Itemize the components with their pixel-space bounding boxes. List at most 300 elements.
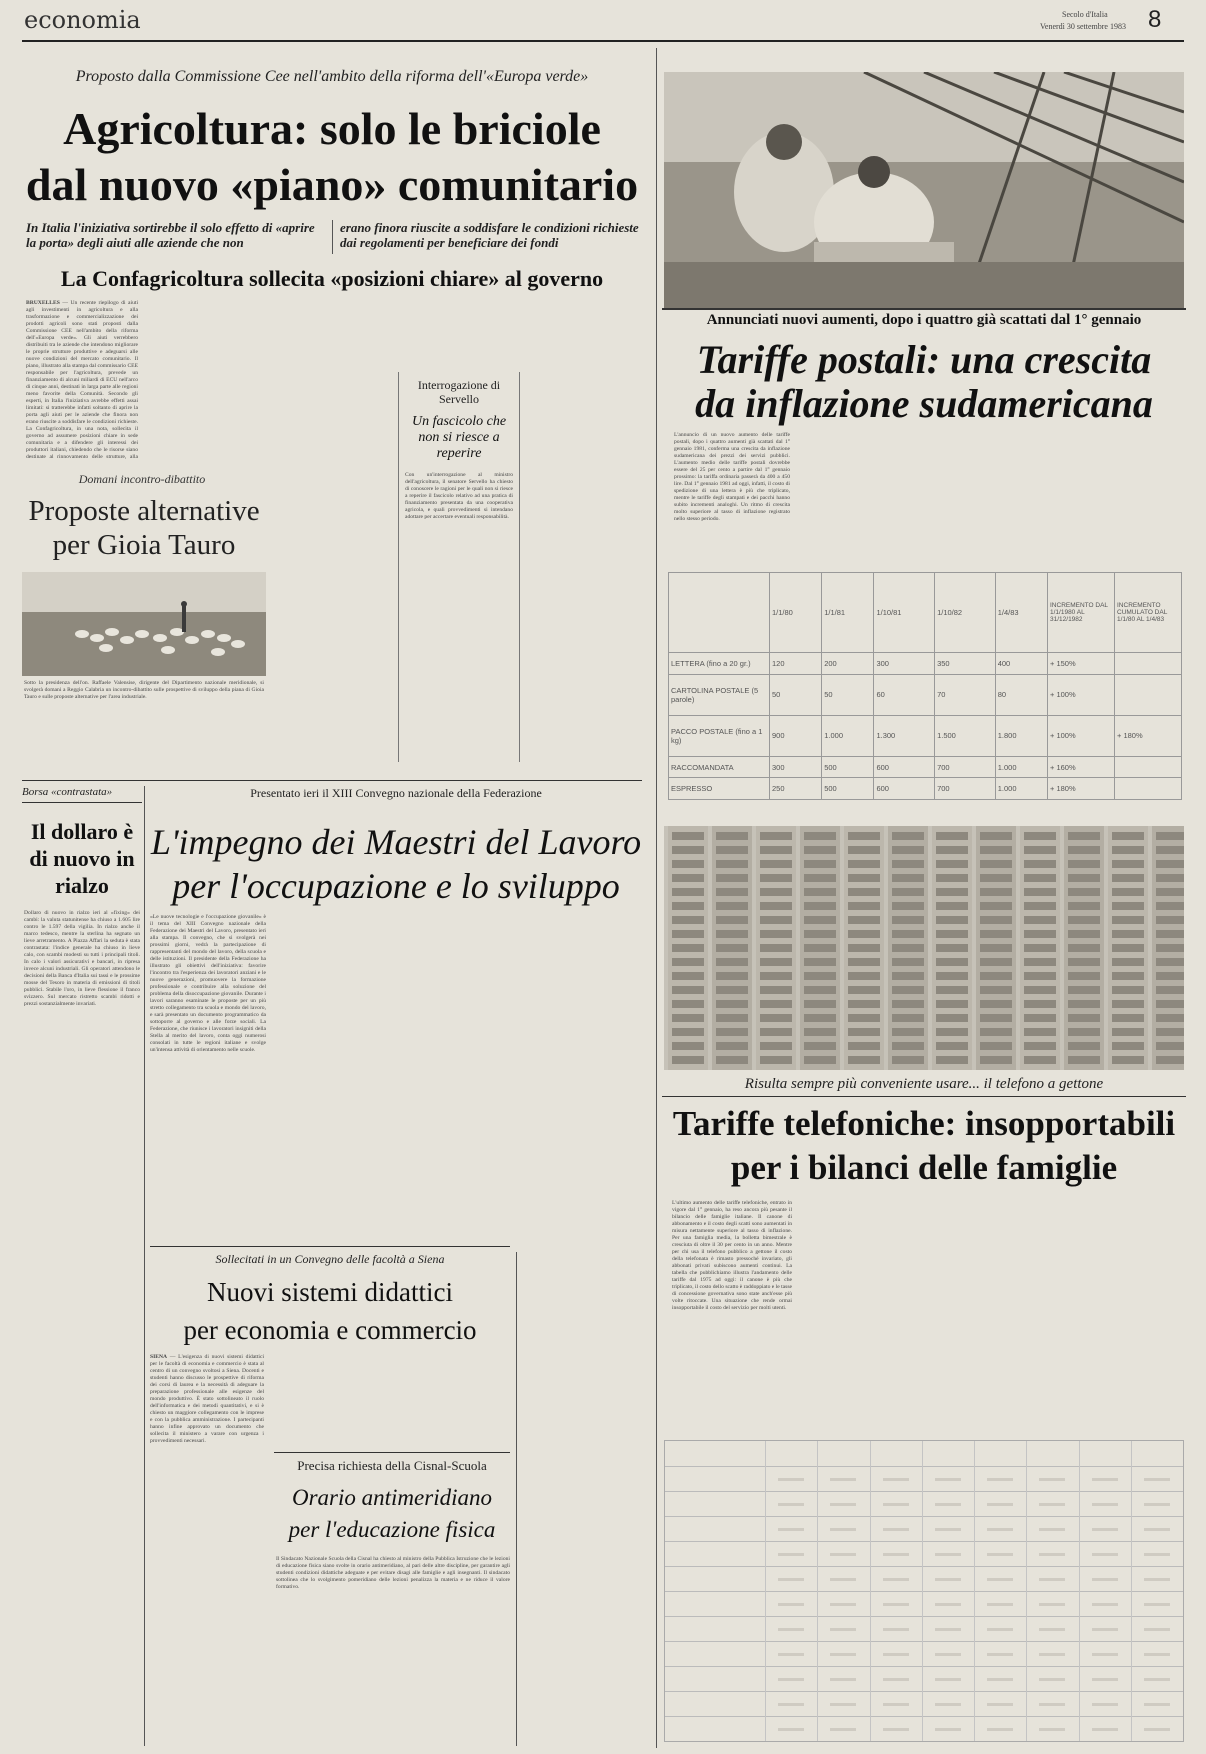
- agri-body-text: — Un recente riepilogo di aiuti agli investimenti in agricoltura e alla trasformazione e commercializzazione dei prodotti agricoli sono stati proposti dalla Commissione CEE nell'ambito della riforma dell'«Europa verde». Gli aiuti verrebbero distribuiti tra le aziende che intendono migliorare le proprie strutture produttive e adeguarsi alle nuove condizioni del mercato comunitario. Il piano, illustrato alla stampa dal commissario CEE responsabile per l'agricoltura, prevede un finanziamento di alcuni miliardi di ECU nell'arco di cinque anni, destinati in larga parte alle regioni meno favorite della Comunità. Secondo gli esperti, in Italia l'iniziativa avrebbe effetti assai limitati: si tratterebbe infatti soltanto di aprire la porta agli aiuti per le aziende che finora non erano riuscite a soddisfare le condizioni richieste. La Confagricoltura, in una nota, sollecita il governo ad assumere posizioni chiare in sede comunitaria e a difendere gli interessi dei produttori italiani, chiedendo che le risorse siano destinate al rinnovamento delle strutture, alla: [26, 300, 138, 460]
- rack-module: [980, 1014, 1012, 1022]
- postali-kicker: Annunciati nuovi aumenti, dopo i quattro già scattati dal 1° gennaio: [706, 312, 1142, 328]
- phone-table-cell-mark: [1144, 1603, 1170, 1606]
- rack-module: [1112, 1000, 1144, 1008]
- rack-module: [1156, 986, 1184, 994]
- phone-table-col-line: [1131, 1441, 1132, 1741]
- phone-table-cell-mark: [1144, 1503, 1170, 1506]
- rack-module: [1112, 930, 1144, 938]
- phone-table-cell-mark: [883, 1528, 909, 1531]
- phone-table-col-line: [817, 1441, 818, 1741]
- rack-module: [1112, 846, 1144, 854]
- postal-cell: 50: [822, 674, 874, 715]
- rack-module: [672, 1000, 704, 1008]
- page-number: 8: [1148, 6, 1162, 33]
- section-title: economia: [24, 6, 141, 34]
- postal-cell: 120: [770, 653, 822, 675]
- phone-table-cell-mark: [1144, 1728, 1170, 1731]
- rack-module: [1068, 958, 1100, 966]
- rack-module: [1156, 958, 1184, 966]
- rack-module: [848, 860, 880, 868]
- phone-table-col-line: [870, 1441, 871, 1741]
- didattici-top-rule: [150, 1246, 510, 1247]
- rack-module: [848, 832, 880, 840]
- rack-module: [804, 1014, 836, 1022]
- rack-module: [848, 874, 880, 882]
- rack-module: [1068, 860, 1100, 868]
- rack-module: [1024, 860, 1056, 868]
- phone-table-row-line: [665, 1516, 1183, 1517]
- phone-table-cell-mark: [1039, 1553, 1065, 1556]
- phone-table-cell-mark: [883, 1703, 909, 1706]
- agri-kicker: Proposto dalla Commissione Cee nell'ambito della riforma dell'«Europa verde»: [75, 68, 589, 85]
- phone-table-cell-mark: [1039, 1578, 1065, 1581]
- phone-table-cell-mark: [1092, 1678, 1118, 1681]
- rack-module: [760, 1042, 792, 1050]
- postal-cell: 70: [935, 674, 996, 715]
- telefono-caption: Risulta sempre più conveniente usare... il telefono a gettone: [744, 1076, 1104, 1092]
- rack-module: [760, 874, 792, 882]
- phone-table-cell-mark: [1144, 1478, 1170, 1481]
- rack-module: [716, 1056, 748, 1064]
- rack-module: [760, 902, 792, 910]
- interrogazione-title: Un fascicolo che non si riesce a reperire: [411, 414, 507, 461]
- rack-module: [936, 1056, 968, 1064]
- maestri-body-col5: [522, 1252, 642, 1746]
- postal-cell: + 100%: [1048, 674, 1115, 715]
- phone-table-cell-mark: [1144, 1553, 1170, 1556]
- phone-table-cell-mark: [883, 1628, 909, 1631]
- phone-table-cell-mark: [1144, 1528, 1170, 1531]
- postal-header-row: [669, 573, 1182, 653]
- telefono-headline-line1: Tariffe telefoniche: insopportabili: [672, 1104, 1176, 1143]
- borsa-kicker-rule: [22, 802, 142, 803]
- phone-table-cell-mark: [987, 1678, 1013, 1681]
- phone-table-cell-mark: [830, 1703, 856, 1706]
- rack-module: [1068, 902, 1100, 910]
- telefono-body-col3: [924, 1200, 1044, 1430]
- phone-table-cell-mark: [1039, 1603, 1065, 1606]
- phone-table-cell-mark: [987, 1528, 1013, 1531]
- post-office-sorting-image: [664, 72, 1184, 308]
- rack-module: [1024, 1056, 1056, 1064]
- phone-table-row-line: [665, 1591, 1183, 1592]
- telephone-rates-table: [664, 1440, 1184, 1742]
- rack-module: [848, 888, 880, 896]
- phone-table-cell-mark: [1092, 1728, 1118, 1731]
- postali-body-col2: [796, 432, 914, 560]
- rack-module: [1068, 944, 1100, 952]
- postal-cell: + 180%: [1048, 778, 1115, 800]
- phone-table-cell-mark: [1092, 1553, 1118, 1556]
- rack-module: [804, 1028, 836, 1036]
- rack-module: [1024, 888, 1056, 896]
- postal-header-cell: INCREMENTO CUMULATO DAL 1/1/80 AL 1/4/83: [1115, 573, 1182, 653]
- rack-module: [980, 1000, 1012, 1008]
- rack-module: [760, 944, 792, 952]
- phone-table-cell-mark: [830, 1503, 856, 1506]
- telefono-body-col4: [1050, 1200, 1180, 1430]
- rack-module: [1112, 874, 1144, 882]
- postal-cell: + 160%: [1048, 756, 1115, 778]
- rack-module: [672, 832, 704, 840]
- rack-module: [1156, 1056, 1184, 1064]
- rack-module: [848, 930, 880, 938]
- postali-headline-line1: Tariffe postali: una crescita: [696, 337, 1152, 382]
- rack-module: [716, 986, 748, 994]
- didattici-kicker: Sollecitati in un Convegno delle facoltà a Siena: [215, 1252, 445, 1266]
- rack-module: [892, 944, 924, 952]
- rack-module: [936, 916, 968, 924]
- maestri-headline-line1: L'impegno dei Maestri del Lavoro: [150, 822, 642, 862]
- rack-module: [672, 1056, 704, 1064]
- phone-table-cell-mark: [1039, 1703, 1065, 1706]
- phone-table-cell-mark: [778, 1578, 804, 1581]
- rack-module: [892, 930, 924, 938]
- postal-cell: + 100%: [1048, 715, 1115, 756]
- maestri-kicker: Presentato ieri il XIII Convegno nazionale della Federazione: [250, 786, 542, 800]
- cisnal-headline-line1: Orario antimeridiano: [292, 1485, 492, 1510]
- rack-module: [1156, 1028, 1184, 1036]
- rack-module: [804, 1056, 836, 1064]
- postal-cell: + 150%: [1048, 653, 1115, 675]
- postal-header-cell: INCREMENTO DAL 1/1/1980 AL 31/12/1982: [1048, 573, 1115, 653]
- telephone-exchange-photo: [664, 826, 1184, 1070]
- rack-module: [980, 1028, 1012, 1036]
- rack-module: [1112, 944, 1144, 952]
- rack-module: [1068, 832, 1100, 840]
- rack-module: [804, 888, 836, 896]
- phone-table-col-line: [765, 1441, 766, 1741]
- phone-table-cell-mark: [830, 1628, 856, 1631]
- rack-module: [1156, 1014, 1184, 1022]
- rack-module: [1156, 1042, 1184, 1050]
- phone-table-cell-mark: [987, 1653, 1013, 1656]
- phone-table-row-line: [665, 1641, 1183, 1642]
- rack-module: [980, 1042, 1012, 1050]
- phone-table-cell-mark: [1039, 1528, 1065, 1531]
- rack-module: [672, 860, 704, 868]
- interrogazione-body: Con un'interrogazione al ministro dell'agricoltura, il senatore Servello ha chiesto di conoscere le ragioni per le quali non si riesce a reperire il fascicolo relativo ad una pratica di finanziamento presentata da una cooperativa agricola, e quali provvedimenti si intendano adottare per accertare eventuali responsabilità.: [405, 472, 513, 520]
- rack-module: [936, 1042, 968, 1050]
- gioia-photo: [22, 572, 266, 676]
- rack-module: [716, 916, 748, 924]
- rack-module: [1024, 846, 1056, 854]
- agri-body-col2: [142, 300, 254, 460]
- rack-module: [848, 916, 880, 924]
- rack-module: [936, 1000, 968, 1008]
- rack-module: [1068, 972, 1100, 980]
- rack-module: [1068, 1056, 1100, 1064]
- postal-cell: 1.000: [995, 778, 1047, 800]
- rack-module: [1156, 1000, 1184, 1008]
- postal-header-cell: 1/4/83: [995, 573, 1047, 653]
- rack-module: [980, 846, 1012, 854]
- rack-module: [672, 888, 704, 896]
- rack-module: [936, 874, 968, 882]
- rack-module: [848, 1056, 880, 1064]
- maestri-body-col4: [524, 914, 642, 1244]
- rack-module: [892, 972, 924, 980]
- cisnal-kicker: Precisa richiesta della Cisnal-Scuola: [297, 1458, 487, 1473]
- maestri-body-col3: [400, 914, 518, 1244]
- phone-table-col-line: [922, 1441, 923, 1741]
- paper-name: Secolo d'Italia: [1062, 10, 1108, 19]
- rack-module: [760, 1056, 792, 1064]
- main-column-divider: [656, 48, 657, 1748]
- borsa-body: Dollaro di nuovo in rialzo ieri al «fixing» dei cambi: la valuta statunitense ha chiuso a 1.605 lire contro le 1.597 della vigilia. In rialzo anche il marco tedesco, mentre la sterlina ha segnato un lieve arretramento. A Piazza Affari la seduta è stata contrastata: l'indice generale ha chiuso in lieve calo, con scambi modesti su tutti i principali titoli. In calo i valori assicurativi e bancari, in ripresa invece alcuni industriali. Gli operatori attendono le decisioni della Banca d'Italia sui tassi e le prossime mosse del Tesoro in materia di emissioni di titoli pubblici. Stabile l'oro, in lieve flessione il franco svizzero. Sul mercato ristretto scambi ridotti e prezzi sostanzialmente invariati.: [24, 910, 140, 1007]
- phone-table-cell-mark: [935, 1528, 961, 1531]
- rack-module: [892, 1042, 924, 1050]
- postal-cell: [1115, 674, 1182, 715]
- rack-module: [804, 860, 836, 868]
- gioia-headline: Proposte alternative per Gioia Tauro: [28, 495, 260, 561]
- rack-module: [672, 958, 704, 966]
- rack-module: [848, 1042, 880, 1050]
- postal-rates-table: [668, 572, 1182, 800]
- borsa-kicker: Borsa «contrastata»: [22, 786, 113, 798]
- postal-rates-grid: [668, 572, 1182, 800]
- telefono-caption-rule: [662, 1096, 1186, 1097]
- rack-module: [848, 1014, 880, 1022]
- didattici-headline-line2: per economia e commercio: [183, 1315, 477, 1345]
- postal-cell: 600: [874, 778, 935, 800]
- agri-body-col1: [26, 300, 138, 460]
- phone-table-cell-mark: [883, 1503, 909, 1506]
- rack-module: [936, 930, 968, 938]
- gioia-kicker: Domani incontro-dibattito: [78, 472, 206, 486]
- rack-module: [892, 902, 924, 910]
- rack-module: [716, 1042, 748, 1050]
- phone-table-cell-mark: [883, 1678, 909, 1681]
- postali-body-col4: [1048, 432, 1178, 560]
- rack-module: [1112, 1056, 1144, 1064]
- phone-table-cell-mark: [830, 1528, 856, 1531]
- rack-module: [1156, 902, 1184, 910]
- rack-module: [848, 944, 880, 952]
- rack-module: [1024, 972, 1056, 980]
- rack-module: [892, 958, 924, 966]
- rack-module: [892, 888, 924, 896]
- didattici-body-col2: [272, 1354, 390, 1454]
- rack-module: [980, 902, 1012, 910]
- rack-module: [1024, 902, 1056, 910]
- postal-cell: 1.800: [995, 715, 1047, 756]
- rack-module: [892, 916, 924, 924]
- phone-table-cell-mark: [1039, 1503, 1065, 1506]
- agri-deck-left: In Italia l'iniziativa sortirebbe il solo effetto di «aprire la porta» degli aiuti alle aziende che non: [26, 220, 315, 250]
- rack-module: [892, 1000, 924, 1008]
- postal-cell: 300: [770, 756, 822, 778]
- rack-module: [716, 888, 748, 896]
- phone-table-cell-mark: [987, 1578, 1013, 1581]
- rack-module: [936, 860, 968, 868]
- rack-module: [1024, 958, 1056, 966]
- postali-headline-line2: da inflazione sudamericana: [695, 381, 1153, 426]
- postal-cell: 80: [995, 674, 1047, 715]
- postal-cell: 50: [770, 674, 822, 715]
- phone-table-cell-mark: [1039, 1628, 1065, 1631]
- borsa-headline: Il dollaro è di nuovo in rialzo: [29, 819, 135, 898]
- postal-cell: 300: [874, 653, 935, 675]
- gioia-caption: Sotto la presidenza dell'on. Raffaele Valensise, dirigente del Dipartimento nazionale meridionale, si svolgerà domani a Reggio Calabria un incontro-dibattito sulle prospettive di sviluppo della piana di Gioia Tauro e sulle proposte alternative per l'area industriale.: [24, 680, 264, 700]
- rack-module: [716, 832, 748, 840]
- postal-row-lettera: [669, 653, 1182, 675]
- rack-module: [1112, 916, 1144, 924]
- phone-table-cell-mark: [935, 1653, 961, 1656]
- rack-module: [1024, 986, 1056, 994]
- postal-row-raccomandata: [669, 756, 1182, 778]
- rack-module: [848, 902, 880, 910]
- postal-cell: [1115, 756, 1182, 778]
- agri-dateline: BRUXELLES: [26, 300, 60, 306]
- postal-row-pacco: [669, 715, 1182, 756]
- post-office-photo: [664, 72, 1184, 308]
- rack-module: [1156, 832, 1184, 840]
- cisnal-top-rule: [274, 1452, 510, 1453]
- phone-table-cell-mark: [1039, 1728, 1065, 1731]
- rack-module: [848, 1028, 880, 1036]
- phone-table-cell-mark: [883, 1578, 909, 1581]
- phone-table-cell-mark: [778, 1553, 804, 1556]
- rack-module: [1156, 888, 1184, 896]
- rack-module: [1112, 972, 1144, 980]
- rack-module: [1112, 902, 1144, 910]
- didattici-body-col3: [398, 1354, 510, 1454]
- postal-cell: + 180%: [1115, 715, 1182, 756]
- postal-cell: 700: [935, 778, 996, 800]
- agri-deck-divider: [332, 220, 333, 254]
- phone-table-cell-mark: [1039, 1678, 1065, 1681]
- postal-cell: [1115, 778, 1182, 800]
- didattici-headline-line1: Nuovi sistemi didattici: [207, 1277, 453, 1307]
- agri-body-col3: [268, 300, 388, 760]
- phone-table-col-line: [974, 1441, 975, 1741]
- rack-module: [1156, 860, 1184, 868]
- postal-cell: 400: [995, 653, 1047, 675]
- postal-header-cell: 1/1/81: [822, 573, 874, 653]
- rack-module: [804, 874, 836, 882]
- rack-module: [1112, 1042, 1144, 1050]
- phone-table-row-line: [665, 1716, 1183, 1717]
- postal-cell: 500: [822, 756, 874, 778]
- postal-row-espresso: [669, 778, 1182, 800]
- phone-table-cell-mark: [778, 1678, 804, 1681]
- phone-table-cell-mark: [883, 1603, 909, 1606]
- rack-module: [1112, 860, 1144, 868]
- rack-module: [716, 1000, 748, 1008]
- phone-table-cell-mark: [935, 1578, 961, 1581]
- phone-table-cell-mark: [883, 1653, 909, 1656]
- rack-module: [804, 846, 836, 854]
- rack-module: [980, 874, 1012, 882]
- postal-cell: 1.000: [822, 715, 874, 756]
- phone-table-cell-mark: [883, 1478, 909, 1481]
- didattici-body-text: — L'esigenza di nuovi sistemi didattici per le facoltà di economia e commercio è stata al centro di un convegno svoltosi a Siena. Docenti e studenti hanno discusso le prospettive di riforma dei corsi di laurea e la necessità di adeguare la preparazione professionale alle esigenze del mondo produttivo. È stato sottolineato il ruolo dell'informatica e dei metodi quantitativi, e si è chiesto un maggiore collegamento con le imprese e con la pubblica amministrazione. I partecipanti hanno infine approvato un documento che sollecita il ministero a varare con urgenza i provvedimenti necessari.: [150, 1354, 264, 1444]
- rack-module: [936, 888, 968, 896]
- phone-table-cell-mark: [883, 1728, 909, 1731]
- rack-module: [716, 902, 748, 910]
- phone-table-cell-mark: [778, 1628, 804, 1631]
- rack-module: [716, 846, 748, 854]
- phone-table-cell-mark: [987, 1553, 1013, 1556]
- rack-module: [716, 1028, 748, 1036]
- rack-module: [672, 1042, 704, 1050]
- phone-table-cell-mark: [935, 1503, 961, 1506]
- phone-table-cell-mark: [1039, 1653, 1065, 1656]
- rack-module: [1112, 1014, 1144, 1022]
- phone-table-row-line: [665, 1466, 1183, 1467]
- rack-module: [936, 986, 968, 994]
- postal-cell: 600: [874, 756, 935, 778]
- phone-table-cell-mark: [987, 1603, 1013, 1606]
- rack-module: [1068, 986, 1100, 994]
- rack-module: [1024, 944, 1056, 952]
- rack-module: [1156, 874, 1184, 882]
- rack-module: [804, 916, 836, 924]
- postal-cell: 250: [770, 778, 822, 800]
- agri-deck-right: erano finora riuscite a soddisfare le condizioni richieste dai regolamenti per beneficiare dei fondi: [340, 220, 639, 250]
- rack-module: [1156, 944, 1184, 952]
- phone-table-row-line: [665, 1566, 1183, 1567]
- agri-body-col4: [396, 300, 518, 378]
- masthead-rule: [22, 40, 1184, 42]
- rack-module: [672, 972, 704, 980]
- postal-cell: 500: [822, 778, 874, 800]
- rack-module: [760, 1014, 792, 1022]
- rack-module: [672, 986, 704, 994]
- agri-subhead: La Confagricoltura sollecita «posizioni chiare» al governo: [60, 266, 604, 291]
- rack-module: [760, 846, 792, 854]
- postal-row-label: PACCO POSTALE (fino a 1 kg): [669, 715, 770, 756]
- phone-table-cell-mark: [830, 1578, 856, 1581]
- agri-body-col5: [524, 300, 642, 760]
- postal-cell: 60: [874, 674, 935, 715]
- rack-module: [1156, 846, 1184, 854]
- postal-header-cell: 1/1/80: [770, 573, 822, 653]
- phone-table-cell-mark: [1144, 1653, 1170, 1656]
- post-photo-rule: [662, 308, 1186, 310]
- rack-module: [1068, 874, 1100, 882]
- phone-table-cell-mark: [935, 1703, 961, 1706]
- rack-module: [1112, 1028, 1144, 1036]
- rack-module: [980, 888, 1012, 896]
- phone-table-row-line: [665, 1616, 1183, 1617]
- rack-module: [804, 1042, 836, 1050]
- phone-table-cell-mark: [830, 1678, 856, 1681]
- rack-module: [760, 958, 792, 966]
- rack-module: [804, 902, 836, 910]
- rack-module: [716, 972, 748, 980]
- rack-module: [1024, 1042, 1056, 1050]
- rack-module: [936, 1014, 968, 1022]
- phone-table-col-line: [1079, 1441, 1080, 1741]
- phone-table-cell-mark: [1144, 1678, 1170, 1681]
- phone-table-cell-mark: [987, 1703, 1013, 1706]
- interrogazione-label: Interrogazione di Servello: [417, 378, 501, 406]
- phone-table-row-line: [665, 1666, 1183, 1667]
- postal-cell: 1.300: [874, 715, 935, 756]
- rack-module: [1068, 1014, 1100, 1022]
- rack-module: [804, 986, 836, 994]
- didattici-body-col1: [150, 1354, 264, 1744]
- cisnal-body: Il Sindacato Nazionale Scuola della Cisnal ha chiesto al ministro della Pubblica Istruzione che le lezioni di educazione fisica siano svolte in orario antimeridiano, al pari delle altre discipline, per garantire agli studenti condizioni didattiche adeguate e per evitare disagi alle famiglie e agli insegnanti. Il sindacato sottolinea che lo svolgimento pomeridiano delle lezioni penalizza la materia e ne riduce il valore formativo.: [276, 1556, 510, 1590]
- maestri-headline-line2: per l'occupazione e lo sviluppo: [172, 866, 620, 906]
- rack-module: [1068, 916, 1100, 924]
- rack-module: [892, 860, 924, 868]
- phone-table-cell-mark: [935, 1603, 961, 1606]
- rack-module: [804, 944, 836, 952]
- rack-module: [1024, 1000, 1056, 1008]
